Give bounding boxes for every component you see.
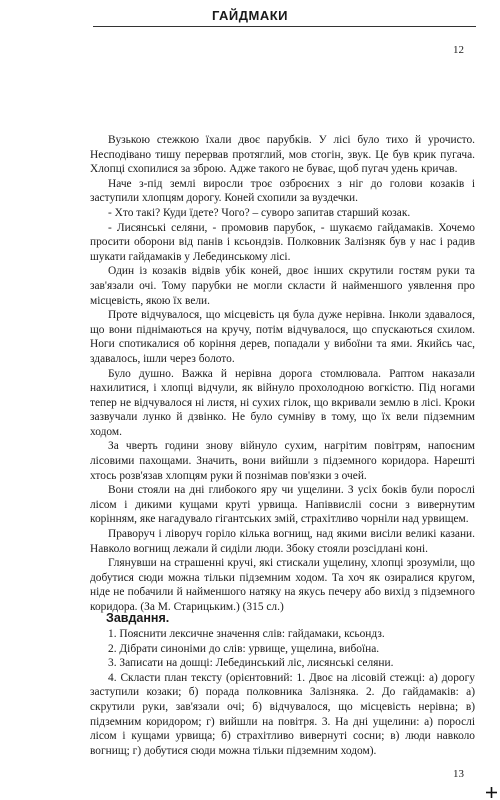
page-title: ГАЙДМАКИ [211,8,289,23]
task-item: 1. Пояснити лексичне значення слів: гайдамаки, ксьондз. [108,628,385,640]
paragraph: За чверть години знову війнуло сухим, нагрітим повітрям, напоєним лісовими пахощами. Значить, вони вийшли з підземного коридора. Нарешті хтось розв'язав хлопцям руки й познімав пов'язки з очей. [90,440,475,482]
paragraph: - Хто такі? Куди їдете? Чого? – суворо запитав старший козак. [108,206,411,219]
tasks-list [90,627,475,758]
paragraph: Праворуч і ліворуч горіло кілька вогнищ, над якими висіли великі казани. Навколо вогнищ лежали й сиділи люди. Збоку стояли розсідлані коні. [90,528,475,555]
story-text [90,133,475,615]
crosshair-icon [486,787,497,798]
paragraph: Вони стояли на дні глибокого яру чи ущелини. З усіх боків були порослі лісом і дикими кущами круті урвища. Напіввисліі сосни з вивернутим корінням, яке нагадувало гігантських змій, страхітливо чорніли над урвищем. [90,484,475,526]
task-item: 4. Скласти план тексту (орієнтовний: 1. Двоє на лісовій стежці: а) дорогу заступили козаки; б) порада полковника Залізняка. 2. До гайдамаків: а) скрутили руки, зав'язали очі; б) відчувалося, що місцевість нерівна; в) підземним коридором; г) вийшли на повітря. 3. На дні ущелини: а) порослі лісом і кущами урвища; б) страхітливо вивернуті сосни; в) люди навколо вогнищ; г) добутися сюди можна тільки підземним ходом). [90,671,475,757]
task-item: 2. Дібрати синоніми до слів: урвище, ущелина, вибоїна. [108,642,380,655]
header-divider [93,26,476,27]
paragraph: - Лисянські селяни, - промовив парубок, - шукаємо гайдамаків. Хочемо просити оборони від панів і ксьондзів. Полковник Залізняк був у нас і радив шукати гайдамаків у Лебединському лісі. [90,221,475,263]
paragraph: Глянувши на страшенні кручі, які стискали ущелину, хлопці зрозуміли, що добутися сюди можна тільки підземним ходом. Та хоч як озиралися кругом, ніде не побачили й найменшого натяку на якусь печеру або вихід з підземного коридора. (За М. Старицьким.) (315 сл.) [90,557,475,613]
tasks-heading: Завдання. [106,611,170,625]
page-number-bottom: 13 [453,768,464,780]
paragraph: Проте відчувалося, що місцевість ця була дуже нерівна. Інколи здавалося, що вони піднімаються на кручу, потім відчувалося, що спускаються схилом. Ноги спотикалися об коріння дерев, попадали у вибоїни та ями. Якийсь час, здавалось, ішли через болото. [90,309,475,365]
paragraph: Було душно. Важка й нерівна дорога стомлювала. Раптом наказали нахилитися, і хлопці відчули, як війнуло прохолодною вогкістю. Під ногами тепер не відчувалося ні листя, ні сухих гілок, що вкривали землю в лісі. Кроки зазвучали лунко й дзвінко. Не було сумніву в тому, що їх вели підземним ходом. [90,367,475,438]
task-item: 3. Записати на дошці: Лебединський ліс, лисянські селяни. [108,657,394,670]
paragraph: Наче з-під землі виросли троє озброєних з ніг до голови козаків і заступили хлопцям дорогу. Коней схопили за вуздечки. [90,177,475,205]
paragraph: Вузькою стежкою їхали двоє парубків. У лісі було тихо й урочисто. Несподівано тишу перервав протяглий, мов стогін, звук. Це був крик пугача. Хлопці схопилися за зброю. Адже такого не буває, щоб пугач удень кричав. [90,134,475,176]
page-number-top: 12 [453,44,464,56]
paragraph: Один із козаків відвів убік коней, двоє інших скрутили гостям руки та зав'язали очі. Тому парубки не могли скласти й найменшого уявлення про місцевість, якою їх вели. [90,265,475,307]
